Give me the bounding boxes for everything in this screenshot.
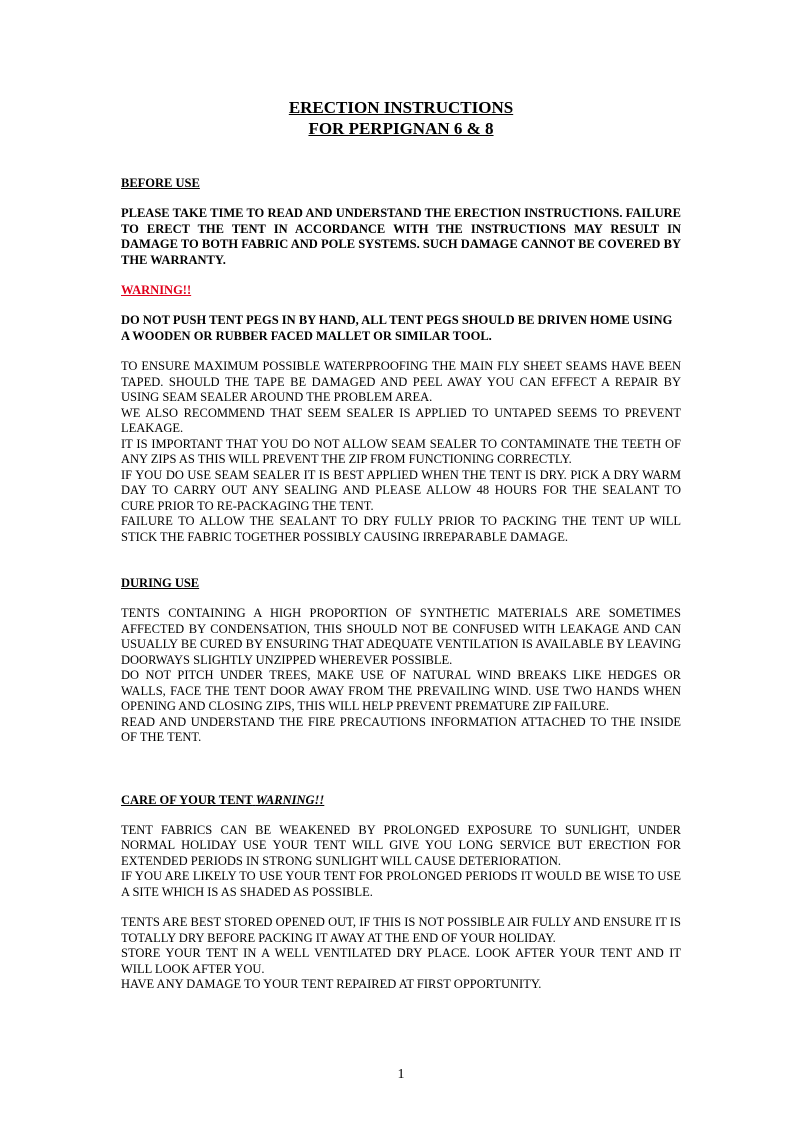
- document-title: [121, 97, 681, 139]
- during-use-section: [121, 575, 681, 746]
- before-use-paragraph: WE ALSO RECOMMEND THAT SEEM SEALER IS APPLIED TO UNTAPED SEEMS TO PREVENT LEAKAGE.: [121, 405, 681, 435]
- page-number: 1: [397, 1067, 405, 1082]
- care-heading-text: CARE OF YOUR TENT: [121, 792, 253, 807]
- before-use-body: [121, 359, 681, 545]
- during-use-heading: DURING USE: [121, 576, 200, 590]
- care-paragraph: STORE YOUR TENT IN A WELL VENTILATED DRY PLACE. LOOK AFTER YOUR TENT AND IT WILL LOOK AFTER YOU.: [121, 946, 681, 976]
- during-use-body: [121, 606, 681, 746]
- before-use-paragraph: IF YOU DO USE SEAM SEALER IT IS BEST APPLIED WHEN THE TENT IS DRY. PICK A DRY WARM DAY TO CARRY OUT ANY SEALING AND PLEASE ALLOW 48 HOURS FOR THE SEALANT TO CURE PRIOR TO RE-PACKAGING THE TENT.: [121, 467, 681, 513]
- care-paragraph: IF YOU ARE LIKELY TO USE YOUR TENT FOR PROLONGED PERIODS IT WOULD BE WISE TO USE A SITE WHICH IS AS SHADED AS POSSIBLE.: [121, 869, 681, 899]
- care-body: [121, 823, 681, 993]
- during-use-paragraph: READ AND UNDERSTAND THE FIRE PRECAUTIONS INFORMATION ATTACHED TO THE INSIDE OF THE TENT.: [121, 714, 681, 744]
- before-use-paragraph: FAILURE TO ALLOW THE SEALANT TO DRY FULLY PRIOR TO PACKING THE TENT UP WILL STICK THE FABRIC TOGETHER POSSIBLY CAUSING IRREPARABLE DAMAGE.: [121, 514, 681, 544]
- before-use-section: [121, 175, 681, 545]
- care-section: [121, 792, 681, 993]
- care-heading: [121, 792, 681, 808]
- during-use-paragraph: TENTS CONTAINING A HIGH PROPORTION OF SYNTHETIC MATERIALS ARE SOMETIMES AFFECTED BY CONDENSATION, THIS SHOULD NOT BE CONFUSED WITH LEAKAGE AND CAN USUALLY BE CURED BY ENSURING THAT ADEQUATE VENTILATION IS AVAILABLE BY LEAVING DOORWAYS SLIGHTLY UNZIPPED WHEREVER POSSIBLE.: [121, 606, 681, 667]
- warning-text: DO NOT PUSH TENT PEGS IN BY HAND, ALL TENT PEGS SHOULD BE DRIVEN HOME USING A WOODEN OR RUBBER FACED MALLET OR SIMILAR TOOL.: [121, 313, 673, 343]
- before-use-intro: PLEASE TAKE TIME TO READ AND UNDERSTAND THE ERECTION INSTRUCTIONS. FAILURE TO ERECT THE TENT IN ACCORDANCE WITH THE INSTRUCTIONS MAY RESULT IN DAMAGE TO BOTH FABRIC AND POLE SYSTEMS. SUCH DAMAGE CANNOT BE COVERED BY THE WARRANTY.: [121, 206, 681, 267]
- care-paragraph: HAVE ANY DAMAGE TO YOUR TENT REPAIRED AT FIRST OPPORTUNITY.: [121, 977, 542, 991]
- care-paragraph: TENT FABRICS CAN BE WEAKENED BY PROLONGED EXPOSURE TO SUNLIGHT, UNDER NORMAL HOLIDAY USE YOUR TENT WILL GIVE YOU LONG SERVICE BUT ERECTION FOR EXTENDED PERIODS IN STRONG SUNLIGHT WILL CAUSE DETERIORATION.: [121, 822, 681, 868]
- warning-label: WARNING!!: [121, 283, 192, 297]
- before-use-paragraph: IT IS IMPORTANT THAT YOU DO NOT ALLOW SEAM SEALER TO CONTAMINATE THE TEETH OF ANY ZIPS AS THIS WILL PREVENT THE ZIP FROM FUNCTIONING CORRECTLY.: [121, 436, 681, 466]
- title-line-2: FOR PERPIGNAN 6 & 8: [308, 119, 494, 138]
- title-line-1: ERECTION INSTRUCTIONS: [288, 98, 514, 117]
- document-page: [121, 97, 681, 993]
- care-heading-warning: WARNING!!: [255, 792, 325, 807]
- care-paragraph: TENTS ARE BEST STORED OPENED OUT, IF THIS IS NOT POSSIBLE AIR FULLY AND ENSURE IT IS TOTALLY DRY BEFORE PACKING IT AWAY AT THE END OF YOUR HOLIDAY.: [121, 915, 681, 945]
- during-use-paragraph: DO NOT PITCH UNDER TREES, MAKE USE OF NATURAL WIND BREAKS LIKE HEDGES OR WALLS, FACE THE TENT DOOR AWAY FROM THE PREVAILING WIND. USE TWO HANDS WHEN OPENING AND CLOSING ZIPS, THIS WILL HELP PREVENT PREMATURE ZIP FAILURE.: [121, 668, 681, 713]
- before-use-paragraph: TO ENSURE MAXIMUM POSSIBLE WATERPROOFING THE MAIN FLY SHEET SEAMS HAVE BEEN TAPED. SHOULD THE TAPE BE DAMAGED AND PEEL AWAY YOU CAN EFFECT A REPAIR BY USING SEAM SEALER AROUND THE PROBLEM AREA.: [121, 359, 681, 404]
- before-use-heading: BEFORE USE: [121, 176, 200, 190]
